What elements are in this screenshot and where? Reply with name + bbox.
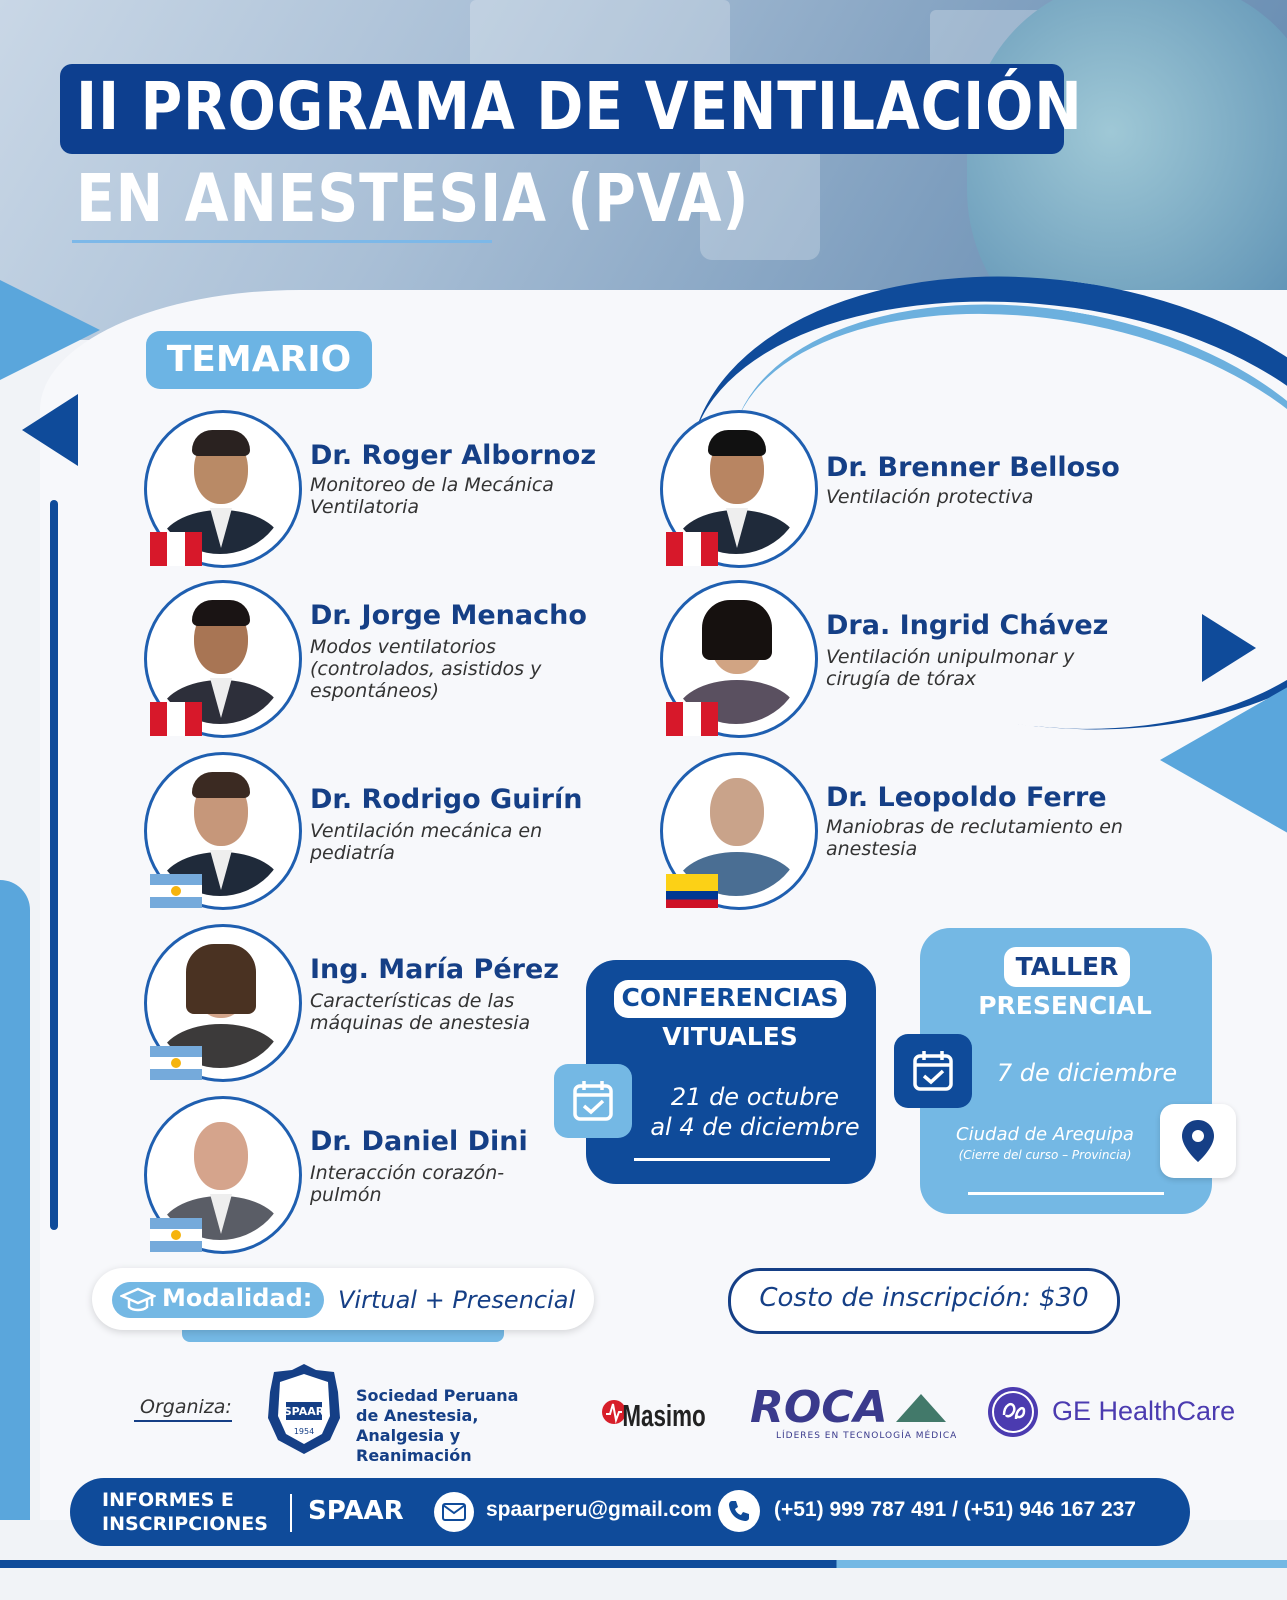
page-title-line1: II PROGRAMA DE VENTILACIÓN	[76, 68, 1083, 145]
modalidad-label: Modalidad:	[162, 1284, 313, 1312]
divider	[134, 1420, 232, 1422]
ge-monogram-icon	[986, 1385, 1040, 1439]
seal-year: 1954	[293, 1427, 315, 1436]
speaker-name: Dr. Brenner Belloso	[826, 452, 1120, 483]
conferencias-subtitle: VITUALES	[662, 1022, 798, 1051]
footer-email-link[interactable]: spaarperu@gmail.com	[486, 1498, 712, 1521]
decor-line	[50, 500, 58, 1230]
speaker-topic: Ventilación protectiva	[826, 486, 1034, 508]
location-pin-icon	[1160, 1104, 1236, 1178]
decor-triangle	[0, 260, 100, 400]
date-start: 21 de octubre	[670, 1083, 840, 1111]
speaker-topic: Características de las máquinas de anestesia	[310, 990, 531, 1034]
footer-info-line2: INSCRIPCIONES	[102, 1513, 268, 1535]
speaker-name: Dra. Ingrid Chávez	[826, 610, 1109, 641]
calendar-check-icon	[894, 1034, 972, 1108]
footer-org: SPAAR	[308, 1496, 404, 1526]
taller-subtitle: PRESENCIAL	[978, 991, 1152, 1020]
speaker-name: Dr. Leopoldo Ferre	[826, 782, 1107, 813]
roca-tagline: LÍDERES EN TECNOLOGÍA MÉDICA	[776, 1431, 956, 1441]
peru-flag-icon	[150, 702, 202, 736]
decor-triangle	[22, 394, 78, 466]
decor-triangle	[1202, 614, 1256, 682]
speaker-card	[660, 410, 1130, 570]
conferencias-title: CONFERENCIAS	[621, 983, 839, 1012]
divider	[290, 1494, 292, 1532]
speaker-name: Dr. Roger Albornoz	[310, 440, 597, 471]
speaker-topic: Interacción corazón-pulmón	[310, 1162, 505, 1206]
footer-info-line1: INFORMES E	[102, 1489, 234, 1511]
modalidad-value: Virtual + Presencial	[338, 1286, 576, 1314]
speaker-name: Ing. María Pérez	[310, 954, 559, 985]
spaar-seal-logo	[264, 1362, 344, 1456]
argentina-flag-icon	[150, 874, 202, 908]
decor-triangle	[1160, 680, 1287, 840]
ge-healthcare-text: GE HealthCare	[1052, 1396, 1236, 1426]
speaker-topic: Ventilación mecánica en pediatría	[310, 820, 543, 864]
page-title-line2: EN ANESTESIA (PVA)	[76, 160, 750, 237]
organization-name: Sociedad Peruana de Anestesia, Analgesia y Reanimación	[356, 1386, 519, 1465]
speaker-topic: Ventilación unipulmonar y cirugía de tórax	[826, 646, 1075, 690]
speaker-card	[144, 1096, 614, 1256]
organiza-label: Organiza:	[140, 1396, 232, 1418]
peru-flag-icon	[666, 702, 718, 736]
speaker-name: Dr. Rodrigo Guirín	[310, 784, 583, 815]
seal-text: SPAAR	[283, 1405, 325, 1418]
colombia-flag-icon	[666, 874, 718, 908]
footer-info	[102, 1488, 282, 1536]
decor-strip	[0, 880, 30, 1520]
temario-heading: TEMARIO	[146, 331, 372, 389]
title-underline	[72, 240, 492, 243]
phone-separator: /	[952, 1498, 958, 1521]
roca-logo	[746, 1382, 956, 1442]
speaker-topic: Modos ventilatorios (controlados, asistidos y espontáneos)	[310, 636, 542, 702]
phone-icon	[718, 1490, 760, 1532]
bottom-bar	[0, 1560, 1287, 1568]
divider	[968, 1192, 1164, 1195]
speaker-topic: Monitoreo de la Mecánica Ventilatoria	[310, 474, 554, 518]
taller-date: 7 de diciembre	[996, 1059, 1178, 1087]
taller-city: Ciudad de Arequipa	[956, 1124, 1134, 1145]
phone-number-link[interactable]: (+51) 999 787 491	[774, 1498, 947, 1521]
argentina-flag-icon	[150, 1218, 202, 1252]
conferencias-dates	[640, 1082, 870, 1142]
peru-flag-icon	[150, 532, 202, 566]
calendar-check-icon	[554, 1064, 632, 1138]
speaker-topic: Maniobras de reclutamiento en anestesia	[826, 816, 1123, 860]
speaker-name: Dr. Jorge Menacho	[310, 600, 587, 631]
phone-number-link[interactable]: (+51) 946 167 237	[963, 1498, 1136, 1521]
email-icon	[434, 1492, 474, 1532]
speaker-card	[660, 580, 1130, 740]
date-end: al 4 de diciembre	[650, 1113, 860, 1141]
footer-phones	[774, 1498, 1136, 1522]
speaker-card	[144, 580, 614, 740]
divider	[634, 1158, 830, 1161]
speaker-card	[144, 752, 614, 912]
masimo-logo	[600, 1384, 712, 1440]
speaker-card	[144, 410, 614, 570]
speaker-card	[144, 924, 614, 1084]
roca-text: ROCA	[750, 1382, 888, 1433]
speaker-name: Dr. Daniel Dini	[310, 1126, 528, 1157]
taller-note: (Cierre del curso – Provincia)	[958, 1148, 1132, 1162]
taller-title: TALLER	[1015, 952, 1119, 981]
monitor-screen	[470, 0, 730, 70]
costo-text: Costo de inscripción: $30	[759, 1283, 1089, 1313]
speaker-card	[660, 752, 1130, 912]
masimo-text: Masimo	[622, 1398, 706, 1433]
peru-flag-icon	[666, 532, 718, 566]
argentina-flag-icon	[150, 1046, 202, 1080]
graduation-cap-icon	[120, 1286, 156, 1314]
